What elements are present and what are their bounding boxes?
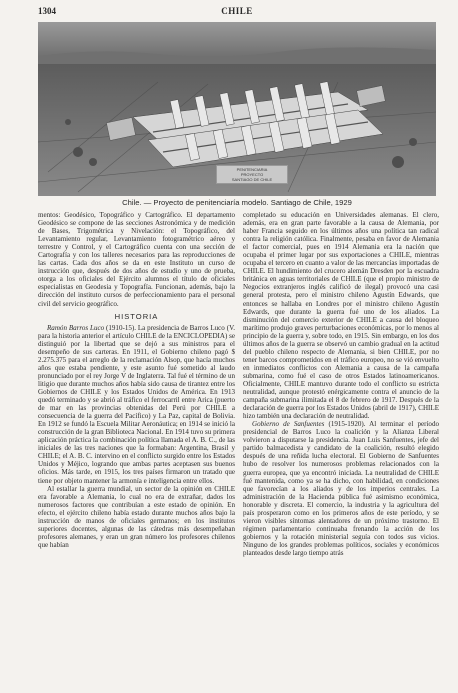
paragraph <box>38 324 235 485</box>
paragraph: Al estallar la guerra mundial, un sector de la opinión en CHILE era favorable a Alemania, lo cual no era de extrañar, dados los numerosos factores que contribuían a este estado de opinión. En efecto, el ejército chileno había estado durante muchos años bajo la instrucción de manos de oficiales germanos; en los institutos superiores docentes, algunas de las cátedras más desempeñaban profesores alemanes, y eran un gran número los profesores chilenos que habían <box>38 484 235 549</box>
plate-line: PENITENCIARIA <box>236 167 268 172</box>
plate-line: PROYECTO <box>240 172 264 177</box>
right-column <box>243 211 439 557</box>
paragraph-lead: Ramón Barros Luco <box>47 323 105 332</box>
page-number: 1304 <box>38 6 56 16</box>
paragraph-lead: Gobierno de Sanfuentes <box>252 420 325 429</box>
penitentiary-photograph <box>38 22 436 196</box>
page-header <box>38 6 436 18</box>
paragraph-body: (1915-1920). Al terminar el período presidencial de Barros Luco la coalición y la Alianza Liberal volvieron a disputarse la presidencia. Juan Luis Sanfuentes, jefe del partido balmacedista y candidato de la coalición, resultó elegido después de una reñida lucha electoral. El Gobierno de Sanfuentes hubo de resolver los numerosos problemas relacionados con la guerra europea, que ya encontró iniciada. La neutralidad de CHILE fué mantenida, como ya se ha dicho, con habilidad, en condiciones que favorecían a los aliados y de los imperios centrales. La administración de la Hacienda pública fué asimismo económica, honorable y discreta. El comercio, la industria y la agricultura del país prosperaron como en los primeros años de este período, y se vieron visibles síntomas alentadores de un próximo trastorno. El régimen parlamentario continuaba frenando la acción de los gobiernos y la rotación ministerial seguía con todos sus vicios. Ninguno de los grandes problemas políticos, sociales y económicos planteados desde largo tiempo atrás <box>243 420 440 557</box>
section-heading-historia: HISTORIA <box>114 311 159 321</box>
paragraph: completado su educación en Universidades alemanas. El clero, además, era en gran parte favorable a la causa de Alemania, por haber Francia seguido en los últimos años una política tan radical contra la religión católica. Finalmente, pesaba en favor de Alemania el factor comercial, pues en 1914 Alemania era la nación que ocupaba el primer lugar por sus exportaciones a CHILE, mientras ocupaba el tercero en cuanto a valor de las mercancías importadas de CHILE. El hundimiento del crucero alemán Dresden por la escuadra británica en aguas territoriales de CHILE (que el propio ministro de Negocios extranjeros inglés calificó de ilegal) provocó una casi general protesta, pero el ministro chileno Agustín Edwards, que entonces se hallaba en Londres por el ministro chileno Agustín Edwards, que durante la guerra fué uno de los aliados. La disminución del comercio exterior de CHILE a causa del bloqueo marítimo produjo graves perturbaciones económicas, por lo menos al principio de la guerra y, sobre todo, en 1915. Sin embargo, en los dos últimos años de la guerra se observó un cambio gradual en la actitud del pueblo chileno respecto de Alemania, si bien CHILE, por no tener barcos comprometidos en el tráfico europeo, no se vió envuelto en inmediatos conflictos con Alemania a causa de la campaña submarina, como fué el caso de otros Estados latinoamericanos. Oficialmente, CHILE mantuvo durante todo el conflicto su estricta neutralidad, aunque protestó enérgicamente contra el anuncio de la campaña submarina ilimitada el 8 de febrero de 1917. Después de la declaración de guerra por los Estados Unidos (abril de 1917), CHILE hizo también una declaración de neutralidad. <box>243 211 439 421</box>
paragraph: mentos: Geodésico, Topográfico y Cartográfico. El departamento Geodésico se compone de las secciones Astronómica y de medición de Bases, Trigométrica y Nivelación: el Topográfico, del Levantamiento regular, Levantamiento fotogramétrico aéreo y terrestre y Control, y el Cartográfico cuenta con una sección de Cartografía y con los talleres necesarios para las reproducciones de las cartas. Cada dos años se da en este Instituto un curso de instrucción que, después de dos años de estudio y uno de prueba, otorga a los oficiales del Ejército alumnos el título de oficiales especialistas en Geodesia y Topografía. Funcionan, además, bajo la dirección del instituto cursos de perfeccionamiento para el personal civil del servicio geográfico. <box>38 211 235 308</box>
running-head: CHILE <box>221 6 253 16</box>
paragraph-body: (1910-15). La presidencia de Barros Luco (V. para la historia anterior el artículo CHILE de la ENCICLOPEDIA) se distinguió por la libertad que se dejó a sus ministros para el desempeño de sus carteras. En 1911, el Gobierno chileno pagó $ 2.275.375 para el arreglo de la reclamación Alsop, que hacía muchos años que estaba pendiente, y este asunto fué sometido al laudo pronunciado por el rey Jorge V de Inglaterra. Tal fué el término de un litigio que durante muchos años había sido causa de tirantez entre los Gobiernos de CHILE y los Estados Unidos de América. En 1913 quedó terminado y se abrió al tráfico el ferrocarril entre Arica (puerto de mar en las provincias obtenidas del Perú por CHILE a consecuencia de la guerra del Pacífico) y La Paz, capital de Bolivia. En 1912 se fundó la Escuela Militar Aeronáutica; en 1914 se inició la construcción de la gran Biblioteca Nacional. En 1914 tuvo su primera aplicación práctica la combinación política llamada el A. B. C., de las iniciales de las tres naciones que la formaban: Argentina, Brasil y CHILE; el A. B. C. intervino en el conflicto surgido entre los Estados Unidos y Méjico, logrando que ambas partes aceptasen sus buenos oficios. Más tarde, en 1915, los tres países firmaron un tratado que tiene por objeto mantener la armonía e inteligencia entre ellos. <box>38 323 236 485</box>
paragraph <box>243 420 439 557</box>
figure-caption: Chile. — Proyecto de penitenciaría modelo. Santiago de Chile, 1929 <box>122 198 352 207</box>
plate-line: SANTIAGO DE CHILE <box>231 177 273 182</box>
left-column <box>38 211 235 549</box>
drawing-title-plate <box>216 165 288 184</box>
